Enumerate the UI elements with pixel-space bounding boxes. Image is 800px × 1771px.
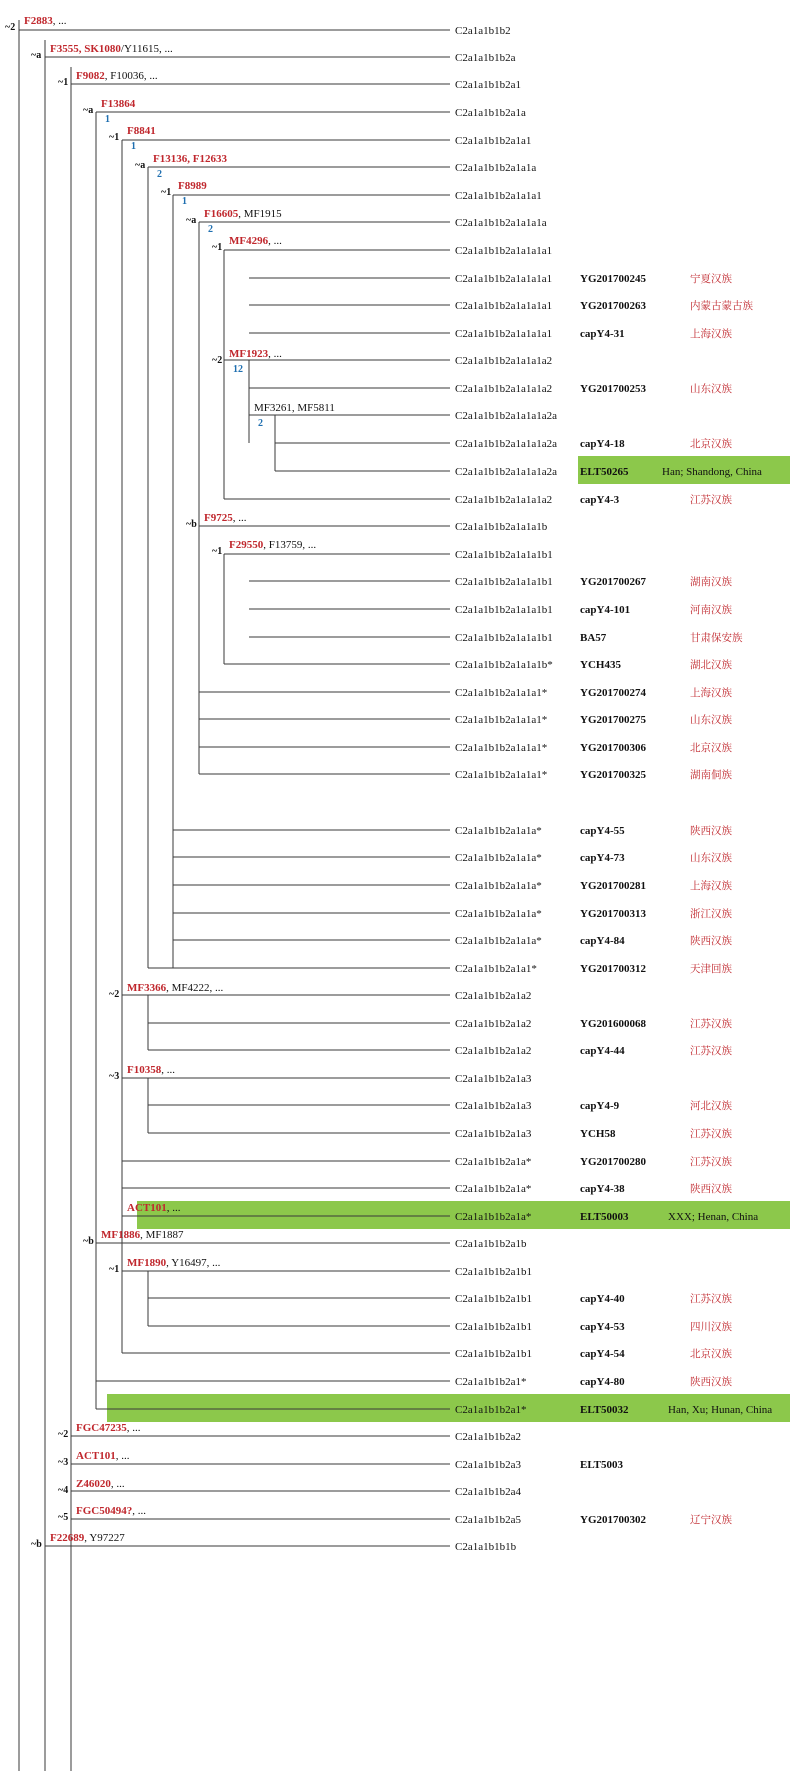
branch-marker: ~b xyxy=(186,519,197,530)
haplogroup-label: C2a1a1b1b2a4 xyxy=(455,1486,521,1498)
equivalent-snps: , ... xyxy=(166,1202,181,1214)
haplogroup-label: C2a1a1b1b2a1a1a1b* xyxy=(455,659,553,671)
defining-snp: MF1923 xyxy=(229,348,269,360)
defining-snp: FGC50494? xyxy=(76,1505,133,1517)
sample-id: YG201700274 xyxy=(580,687,646,699)
population-label: 河北汉族 xyxy=(690,1100,732,1112)
haplogroup-label: C2a1a1b1b2a1a2 xyxy=(455,1045,532,1057)
equivalent-snps: , ... xyxy=(161,1064,175,1076)
defining-snp: FGC47235 xyxy=(76,1422,127,1434)
population-label: 湖南汉族 xyxy=(690,576,732,588)
snp-label xyxy=(127,1064,175,1076)
haplogroup-label: C2a1a1b1b2a1a1a1* xyxy=(455,742,548,754)
branch-marker: ~1 xyxy=(212,546,223,557)
haplogroup-label: C2a1a1b1b2a1a2 xyxy=(455,990,532,1002)
population-label: 湖北汉族 xyxy=(690,659,732,671)
haplogroup-label: C2a1a1b1b2a1a1a1* xyxy=(455,687,548,699)
defining-snp: Z46020 xyxy=(76,1478,111,1490)
haplogroup-label: C2a1a1b1b2a5 xyxy=(455,1514,521,1526)
population-label: 山东汉族 xyxy=(690,714,732,726)
sample-id: capY4-38 xyxy=(580,1183,625,1195)
haplogroup-label: C2a1a1b1b2a1* xyxy=(455,1376,527,1388)
haplogroup-label: C2a1a1b1b1b xyxy=(455,1541,517,1553)
population-label: Han; Shandong, China xyxy=(662,466,762,478)
haplogroup-label: C2a1a1b1b2a1a1a1a2 xyxy=(455,494,553,506)
sample-id: capY4-31 xyxy=(580,328,625,340)
snp-label xyxy=(76,1422,141,1434)
population-label: 江苏汉族 xyxy=(690,1156,732,1168)
population-label: 北京汉族 xyxy=(690,742,732,754)
branch-marker: ~4 xyxy=(58,1485,69,1496)
branch-marker: ~1 xyxy=(212,242,223,253)
haplogroup-label: C2a1a1b1b2a1a1a1a1 xyxy=(455,245,553,257)
population-label: 辽宁汉族 xyxy=(690,1514,732,1526)
population-label: 浙江汉族 xyxy=(690,908,732,920)
branch-marker: ~a xyxy=(83,105,94,116)
population-label: 内蒙古蒙古族 xyxy=(690,300,753,312)
equivalent-snps: , MF4222, ... xyxy=(166,982,224,994)
sample-id: capY4-80 xyxy=(580,1376,625,1388)
sample-id: ELT50032 xyxy=(580,1404,629,1416)
snp-label xyxy=(127,1257,221,1269)
population-label: 陕西汉族 xyxy=(690,825,732,837)
defining-snp: F8989 xyxy=(178,180,207,192)
population-label: 北京汉族 xyxy=(690,1348,732,1360)
haplogroup-label: C2a1a1b1b2a1a1a1b xyxy=(455,521,548,533)
population-label: 天津回族 xyxy=(690,963,732,975)
population-label: 上海汉族 xyxy=(690,328,732,340)
population-label: 江苏汉族 xyxy=(690,1128,732,1140)
population-label: 江苏汉族 xyxy=(690,1293,732,1305)
population-label: 山东汉族 xyxy=(690,852,732,864)
haplogroup-label: C2a1a1b1b2a1b xyxy=(455,1238,527,1250)
haplogroup-label: C2a1a1b1b2a1a1a1a1 xyxy=(455,328,553,340)
population-label: 上海汉族 xyxy=(690,687,732,699)
haplogroup-label: C2a1a1b1b2a1a2 xyxy=(455,1018,532,1030)
branch-marker: ~2 xyxy=(5,22,16,33)
population-label: 宁夏汉族 xyxy=(690,273,732,285)
population-label: Han, Xu; Hunan, China xyxy=(668,1404,773,1416)
sample-id: capY4-53 xyxy=(580,1321,625,1333)
equivalent-snps: , F10036, ... xyxy=(104,70,158,82)
snp-label xyxy=(76,1450,130,1462)
population-label: 江苏汉族 xyxy=(690,1018,732,1030)
snp-label xyxy=(153,153,227,165)
sample-id: YG201700325 xyxy=(580,769,646,781)
branch-marker: ~2 xyxy=(212,355,223,366)
sample-id: capY4-9 xyxy=(580,1100,620,1112)
haplogroup-label: C2a1a1b1b2a1a1a1b1 xyxy=(455,576,553,588)
branch-marker: ~1 xyxy=(109,132,120,143)
haplogroup-label: C2a1a1b1b2a1b1 xyxy=(455,1293,532,1305)
snp-count: 12 xyxy=(233,364,243,375)
snp-label xyxy=(76,1478,125,1490)
haplogroup-label: C2a1a1b1b2a1a3 xyxy=(455,1073,532,1085)
snp-label xyxy=(204,512,247,524)
haplogroup-label: C2a1a1b1b2a1a3 xyxy=(455,1100,532,1112)
population-label: 江苏汉族 xyxy=(690,494,732,506)
haplogroup-label: C2a1a1b1b2a1a1a1a2 xyxy=(455,383,553,395)
branch-marker: ~a xyxy=(186,215,197,226)
haplogroup-label: C2a1a1b1b2a1 xyxy=(455,79,521,91)
defining-snp: F13864 xyxy=(101,98,136,110)
haplogroup-label: C2a1a1b1b2a1a* xyxy=(455,1183,532,1195)
sample-id: ELT50265 xyxy=(580,466,629,478)
branch-marker: ~3 xyxy=(109,1071,120,1082)
snp-count: 2 xyxy=(157,169,162,180)
defining-snp: F22689 xyxy=(50,1532,85,1544)
haplogroup-label: C2a1a1b1b2a xyxy=(455,52,516,64)
sample-id: capY4-55 xyxy=(580,825,625,837)
defining-snp: F16605 xyxy=(204,208,239,220)
population-label: 陕西汉族 xyxy=(690,935,732,947)
haplogroup-label: C2a1a1b1b2a1a1a1b1 xyxy=(455,632,553,644)
defining-snp: ACT101 xyxy=(76,1450,116,1462)
haplogroup-label: C2a1a1b1b2a1a1a1* xyxy=(455,714,548,726)
equivalent-snps: , Y97227 xyxy=(84,1532,125,1544)
equivalent-snps: , ... xyxy=(132,1505,146,1517)
snp-label xyxy=(127,1202,181,1214)
equivalent-snps: , F13759, ... xyxy=(263,539,317,551)
sample-id: capY4-18 xyxy=(580,438,625,450)
branch-marker: ~b xyxy=(83,1236,94,1247)
haplogroup-label: C2a1a1b1b2a1a1a* xyxy=(455,880,542,892)
population-label: 江苏汉族 xyxy=(690,1045,732,1057)
sample-id: capY4-44 xyxy=(580,1045,625,1057)
population-label: 湖南侗族 xyxy=(690,769,732,781)
haplogroup-label: C2a1a1b1b2a1b1 xyxy=(455,1321,532,1333)
defining-snp: F29550 xyxy=(229,539,264,551)
population-label: 陕西汉族 xyxy=(690,1376,732,1388)
snp-count: 1 xyxy=(105,114,110,125)
haplogroup-label: C2a1a1b1b2a1b1 xyxy=(455,1348,532,1360)
equivalent-snps: , MF1915 xyxy=(238,208,282,220)
sample-id: YG201700245 xyxy=(580,273,646,285)
sample-id: YG201700263 xyxy=(580,300,646,312)
sample-id: YCH435 xyxy=(580,659,621,671)
equivalent-snps: , ... xyxy=(110,1478,125,1490)
haplogroup-label: C2a1a1b1b2a1a1a1a xyxy=(455,217,547,229)
population-label: 四川汉族 xyxy=(690,1321,732,1333)
branch-marker: ~3 xyxy=(58,1457,69,1468)
sample-id: ELT5003 xyxy=(580,1459,624,1471)
sample-id: YG201700253 xyxy=(580,383,646,395)
snp-label xyxy=(229,348,282,360)
sample-id: capY4-40 xyxy=(580,1293,625,1305)
equivalent-snps: , ... xyxy=(126,1422,141,1434)
snp-label xyxy=(101,1229,184,1241)
defining-snp: ACT101 xyxy=(127,1202,167,1214)
haplogroup-label: C2a1a1b1b2a1a1a1* xyxy=(455,769,548,781)
sample-id: YG201700275 xyxy=(580,714,646,726)
sample-id: YG201700267 xyxy=(580,576,646,588)
defining-snp: F10358 xyxy=(127,1064,162,1076)
snp-label xyxy=(127,125,156,137)
snp-label xyxy=(76,70,158,82)
snp-count: 1 xyxy=(131,141,136,152)
equivalent-snps: , MF1887 xyxy=(140,1229,184,1241)
snp-count: 2 xyxy=(258,418,263,429)
sample-id: YG201700280 xyxy=(580,1156,646,1168)
sample-id: YG201700306 xyxy=(580,742,646,754)
branch-marker: ~b xyxy=(31,1539,42,1550)
snp-label xyxy=(254,402,335,414)
sample-id: capY4-101 xyxy=(580,604,631,616)
haplogroup-label: C2a1a1b1b2a1a* xyxy=(455,1156,532,1168)
snp-label xyxy=(101,98,136,110)
haplogroup-label: C2a1a1b1b2a1a1a* xyxy=(455,825,542,837)
defining-snp: MF1886 xyxy=(101,1229,141,1241)
branch-marker: ~a xyxy=(31,50,42,61)
equivalent-snps: , ... xyxy=(268,235,282,247)
sample-id: BA57 xyxy=(580,632,607,644)
haplogroup-label: C2a1a1b1b2a3 xyxy=(455,1459,521,1471)
haplogroup-label: C2a1a1b1b2a1a1a xyxy=(455,162,537,174)
sample-id: YG201700313 xyxy=(580,908,646,920)
sample-id: capY4-84 xyxy=(580,935,625,947)
equivalent-snps: , Y16497, ... xyxy=(166,1257,221,1269)
sample-id: ELT50003 xyxy=(580,1211,629,1223)
snp-label xyxy=(76,1505,146,1517)
population-label: 上海汉族 xyxy=(690,880,732,892)
haplogroup-label: C2a1a1b1b2a1a1a1b1 xyxy=(455,604,553,616)
branch-marker: ~1 xyxy=(109,1264,120,1275)
branch-marker: ~1 xyxy=(161,187,172,198)
equivalent-snps: , ... xyxy=(52,15,67,27)
defining-snp: MF3366 xyxy=(127,982,167,994)
sample-id: YCH58 xyxy=(580,1128,616,1140)
branch-marker: ~2 xyxy=(109,989,120,1000)
branch-marker: ~a xyxy=(135,160,146,171)
sample-id: YG201700302 xyxy=(580,1514,646,1526)
sample-id: YG201600068 xyxy=(580,1018,646,1030)
branch-marker: ~2 xyxy=(58,1429,69,1440)
haplogroup-label: C2a1a1b1b2a1a1a1b1 xyxy=(455,549,553,561)
population-label: 山东汉族 xyxy=(690,383,732,395)
haplogroup-label: C2a1a1b1b2a1a1* xyxy=(455,963,537,975)
snp-label xyxy=(229,235,282,247)
population-label: 河南汉族 xyxy=(690,604,732,616)
population-label: 北京汉族 xyxy=(690,438,732,450)
equivalent-snps: , ... xyxy=(268,348,282,360)
haplogroup-label: C2a1a1b1b2a1a1a* xyxy=(455,908,542,920)
sample-id: capY4-3 xyxy=(580,494,620,506)
haplogroup-label: C2a1a1b1b2a1* xyxy=(455,1404,527,1416)
haplogroup-label: C2a1a1b1b2a1a1a1a2 xyxy=(455,355,553,367)
haplogroup-label: C2a1a1b1b2a1a1a1a2a xyxy=(455,410,558,422)
sample-id: YG201700312 xyxy=(580,963,646,975)
population-label: XXX; Henan, China xyxy=(668,1211,759,1223)
defining-snp: F8841 xyxy=(127,125,156,137)
haplogroup-label: C2a1a1b1b2a1a1a* xyxy=(455,935,542,947)
defining-snp: F9082 xyxy=(76,70,105,82)
haplogroup-label: C2a1a1b1b2a1a1a1a2a xyxy=(455,438,558,450)
snp-count: 2 xyxy=(208,224,213,235)
sample-id: capY4-73 xyxy=(580,852,625,864)
haplogroup-label: C2a1a1b1b2a1a1a1a1 xyxy=(455,300,553,312)
haplogroup-label: C2a1a1b1b2a1a3 xyxy=(455,1128,532,1140)
equivalent-snps: , ... xyxy=(115,1450,130,1462)
defining-snp: MF4296 xyxy=(229,235,269,247)
snp-count: 1 xyxy=(182,196,187,207)
haplogroup-label: C2a1a1b1b2a1a xyxy=(455,107,526,119)
defining-snp: MF1890 xyxy=(127,1257,167,1269)
haplogroup-label: C2a1a1b1b2a1a1 xyxy=(455,135,532,147)
snp-label xyxy=(24,15,67,27)
haplogroup-label: C2a1a1b1b2a1a1a1a1 xyxy=(455,273,553,285)
branch-marker: ~5 xyxy=(58,1512,69,1523)
snp-label xyxy=(50,1532,125,1544)
haplogroup-label: C2a1a1b1b2a1a1a1 xyxy=(455,190,542,202)
haplogroup-label: C2a1a1b1b2a2 xyxy=(455,1431,521,1443)
equivalent-snps: MF3261, MF5811 xyxy=(254,402,335,414)
sample-id: YG201700281 xyxy=(580,880,646,892)
haplogroup-label: C2a1a1b1b2a1a* xyxy=(455,1211,532,1223)
snp-label xyxy=(204,208,282,220)
snp-label xyxy=(50,43,173,55)
haplogroup-label: C2a1a1b1b2 xyxy=(455,25,511,37)
branch-marker: ~1 xyxy=(58,77,69,88)
defining-snp: F9725 xyxy=(204,512,233,524)
equivalent-snps: /Y11615, ... xyxy=(120,43,173,55)
snp-label xyxy=(229,539,316,551)
haplogroup-label: C2a1a1b1b2a1a1a1a2a xyxy=(455,466,558,478)
haplogroup-label: C2a1a1b1b2a1a1a* xyxy=(455,852,542,864)
defining-snp: F13136, F12633 xyxy=(153,153,227,165)
snp-label xyxy=(127,982,224,994)
population-label: 陕西汉族 xyxy=(690,1183,732,1195)
snp-label xyxy=(178,180,207,192)
defining-snp: F3555, SK1080 xyxy=(50,43,121,55)
sample-id: capY4-54 xyxy=(580,1348,625,1360)
population-label: 甘肃保安族 xyxy=(690,632,743,644)
equivalent-snps: , ... xyxy=(232,512,247,524)
haplogroup-label: C2a1a1b1b2a1b1 xyxy=(455,1266,532,1278)
defining-snp: F2883 xyxy=(24,15,53,27)
